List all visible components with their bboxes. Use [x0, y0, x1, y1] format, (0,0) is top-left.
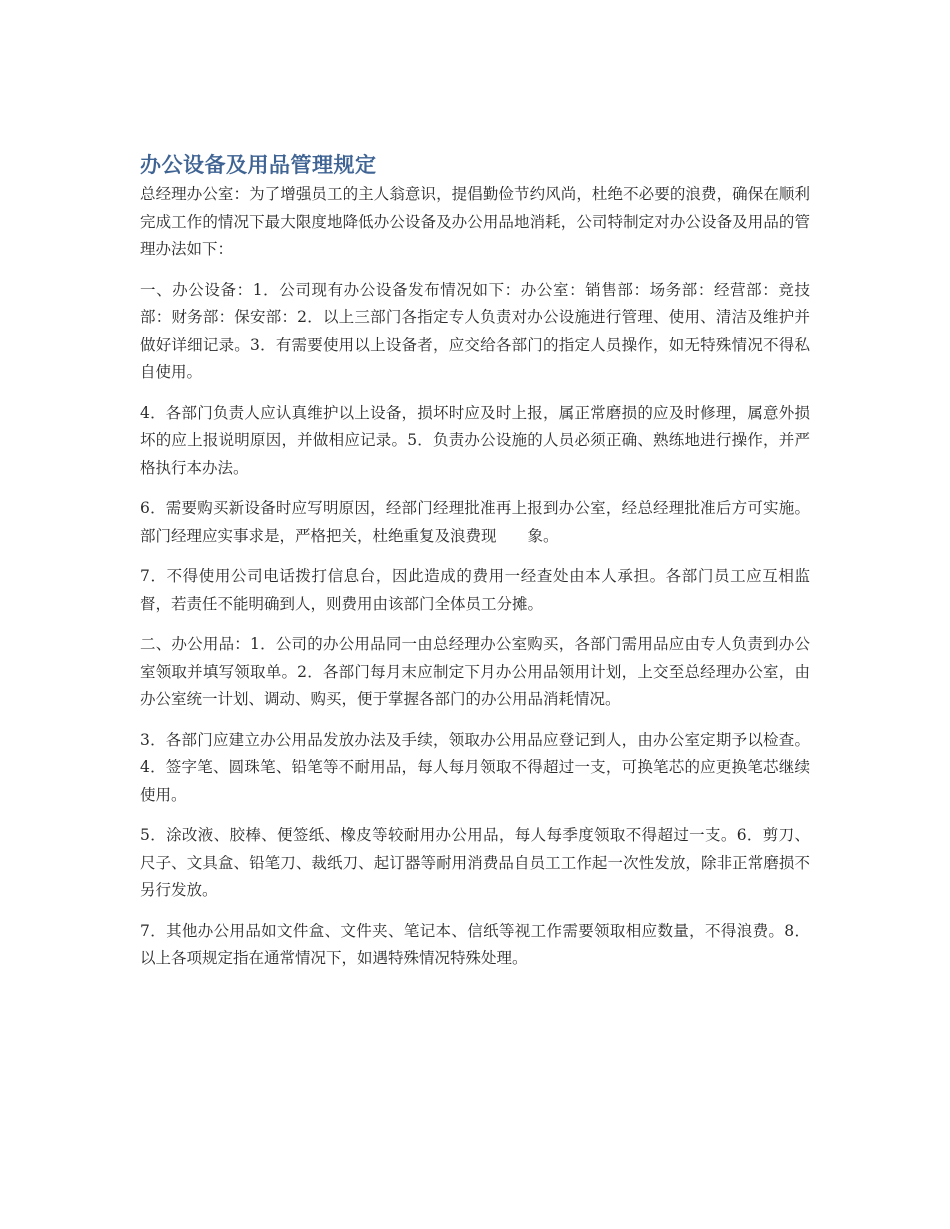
paragraph-supplies-4: 7．其他办公用品如文件盒、文件夹、笔记本、信纸等视工作需要领取相应数量，不得浪费。8．以上各项规定指在通常情况下，如遇特殊情况特殊处理。: [140, 921, 810, 967]
paragraph-equipment-1: 一、办公设备：1．公司现有办公设备发布情况如下：办公室：销售部：场务部：经营部：竞技部：财务部：保安部：2．以上三部门各指定专人负责对办公设施进行管理、使用、清洁及维护并做好详细记录。3．有需要使用以上设备者，应交给各部门的指定人员操作，如无特殊情况不得私自使用。: [140, 280, 810, 381]
paragraph-supplies-2: 3．各部门应建立办公用品发放办法及手续，领取办公用品应登记到人，由办公室定期予以检查。4．签字笔、圆珠笔、铅笔等不耐用品，每人每月领取不得超过一支，可换笔芯的应更换笔芯继续使用。: [140, 730, 810, 804]
paragraph-supplies-3: 5．涂改液、胶棒、便签纸、橡皮等较耐用办公用品，每人每季度领取不得超过一支。6．剪刀、尺子、文具盒、铅笔刀、裁纸刀、起订器等耐用消费品自员工工作起一次性发放，除非正常磨损不另行发放。: [140, 826, 810, 899]
document-content: [140, 150, 810, 986]
document-title: 办公设备及用品管理规定: [140, 153, 377, 177]
paragraph-equipment-4: 7．不得使用公司电话拨打信息台，因此造成的费用一经查处由本人承担。各部门员工应互相监督，若责任不能明确到人，则费用由该部门全体员工分摊。: [140, 567, 810, 613]
paragraph-equipment-2: 4．各部门负责人应认真维护以上设备，损坏时应及时上报，属正常磨损的应及时修理，属意外损坏的应上报说明原因，并做相应记录。5．负责办公设施的人员必须正确、熟练地进行操作，并严格执行本办法。: [140, 403, 810, 477]
paragraph-intro: 总经理办公室：为了增强员工的主人翁意识，提倡勤俭节约风尚，杜绝不必要的浪费，确保在顺利完成工作的情况下最大限度地降低办公设备及办公用品地消耗，公司特制定对办公设备及用品的管理办法如下：: [140, 185, 810, 258]
paragraph-equipment-3: 6．需要购买新设备时应写明原因，经部门经理批准再上报到办公室，经总经理批准后方可实施。部门经理应实事求是，严格把关，杜绝重复及浪费现 象。: [140, 499, 810, 545]
paragraph-supplies-1: 二、办公用品：1．公司的办公用品同一由总经理办公室购买，各部门需用品应由专人负责到办公室领取并填写领取单。2．各部门每月末应制定下月办公用品领用计划，上交至总经理办公室，由办公室统一计划、调动、购买，便于掌握各部门的办公用品消耗情况。: [140, 635, 810, 708]
